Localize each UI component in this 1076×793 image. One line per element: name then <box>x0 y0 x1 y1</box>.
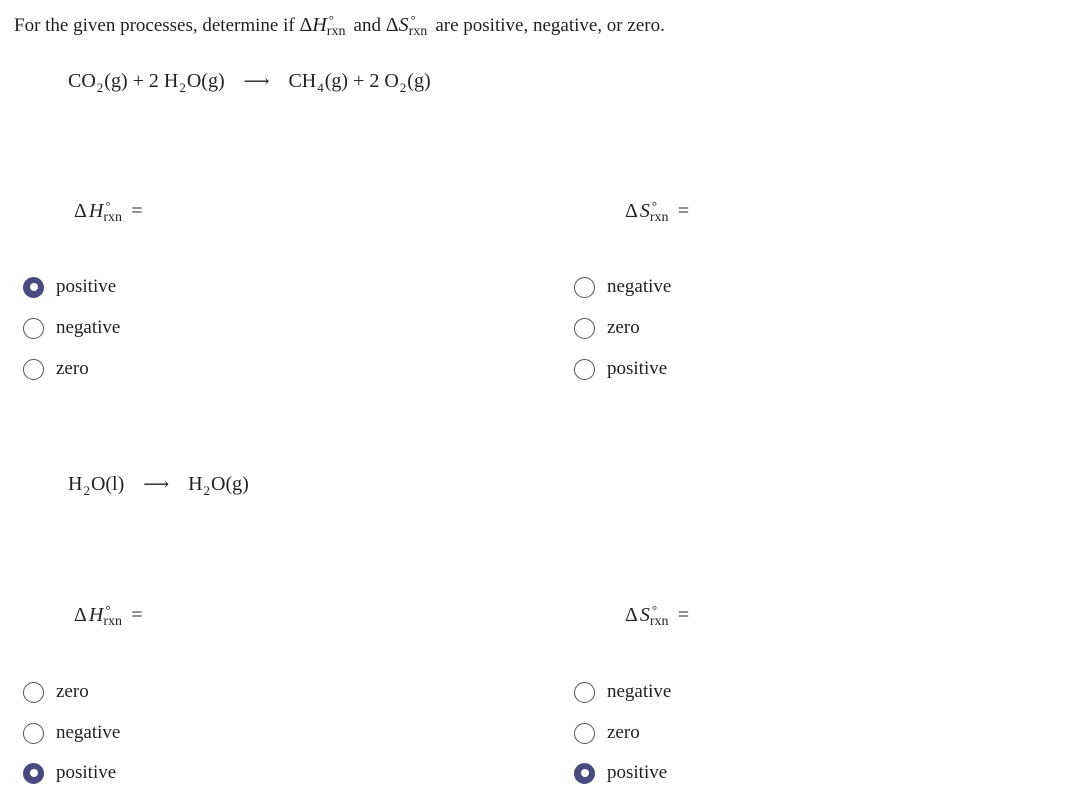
q2-dh-option-negative[interactable]: negative <box>23 719 120 747</box>
reaction-arrow-icon: ⟶ <box>243 71 270 91</box>
prompt-delta-s-symbol: ΔS ° rxn <box>385 12 428 39</box>
q1-ds-option-zero[interactable]: zero <box>574 314 671 342</box>
q2-delta-h-options <box>23 678 120 787</box>
radio-checked-icon[interactable] <box>23 277 44 298</box>
radio-unchecked-icon[interactable] <box>574 318 595 339</box>
prompt-text-before: For the given processes, determine if <box>14 15 295 36</box>
radio-unchecked-icon[interactable] <box>23 359 44 380</box>
q1-dh-option-negative[interactable]: negative <box>23 314 120 342</box>
prompt-text-after: are positive, negative, or zero. <box>435 15 665 36</box>
q1-delta-h-options <box>23 273 120 383</box>
reaction-arrow-icon: ⟶ <box>143 474 170 494</box>
reaction-1-equation: $CO_2(g) + 2$ $H_2O(g)$ ⟶ $CH_4(g) + 2$ $O_2(g)$ <box>68 70 431 95</box>
q2-dh-option-zero[interactable]: zero <box>23 678 120 706</box>
q2-dh-option-positive[interactable]: positive <box>23 759 120 787</box>
q1-ds-option-positive[interactable]: positive <box>574 355 671 383</box>
radio-unchecked-icon[interactable] <box>574 359 595 380</box>
q1-delta-s-label: Δ S ° rxn = <box>625 198 690 225</box>
q2-delta-s-label: Δ S ° rxn = <box>625 602 690 629</box>
q2-ds-option-negative[interactable]: negative <box>574 678 671 706</box>
q2-delta-s-options <box>574 678 671 787</box>
prompt-connector: and <box>353 15 381 36</box>
radio-unchecked-icon[interactable] <box>23 318 44 339</box>
question-prompt <box>14 14 665 37</box>
radio-checked-icon[interactable] <box>23 763 44 784</box>
q1-dh-option-positive[interactable]: positive <box>23 273 120 301</box>
q2-ds-option-positive[interactable]: positive <box>574 759 671 787</box>
radio-unchecked-icon[interactable] <box>574 277 595 298</box>
radio-unchecked-icon[interactable] <box>23 723 44 744</box>
q1-dh-option-zero[interactable]: zero <box>23 355 120 383</box>
q2-delta-h-label: Δ H ° rxn = <box>74 602 143 629</box>
radio-checked-icon[interactable] <box>574 763 595 784</box>
q1-ds-option-negative[interactable]: negative <box>574 273 671 301</box>
q1-delta-h-label: Δ H ° rxn = <box>74 198 143 225</box>
q1-delta-s-options <box>574 273 671 383</box>
reaction-2-equation: $H_2O(l)$ ⟶ $H_2O(g)$ <box>68 473 249 498</box>
radio-unchecked-icon[interactable] <box>574 723 595 744</box>
radio-unchecked-icon[interactable] <box>23 682 44 703</box>
radio-unchecked-icon[interactable] <box>574 682 595 703</box>
q2-ds-option-zero[interactable]: zero <box>574 719 671 747</box>
prompt-delta-h-symbol: ΔH ° rxn <box>299 12 346 39</box>
